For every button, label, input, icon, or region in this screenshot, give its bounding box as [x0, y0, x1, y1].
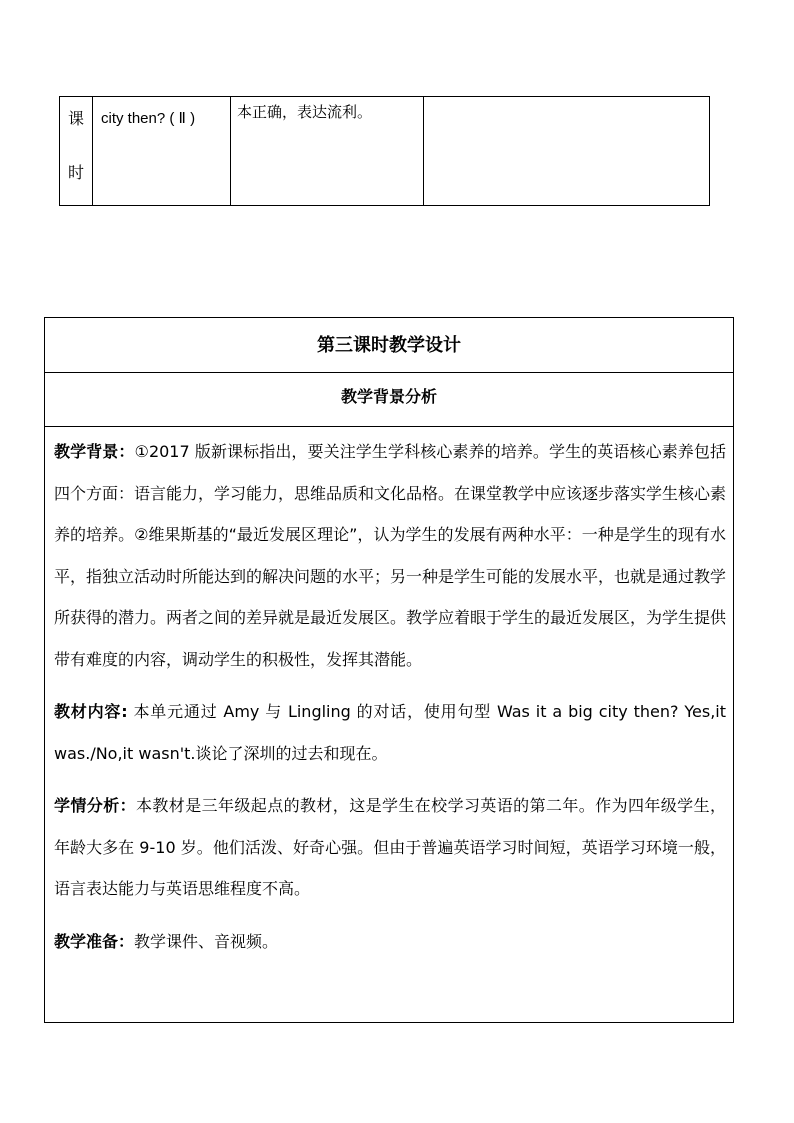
section-text: 教学课件、音视频。 — [134, 931, 279, 951]
lesson-label-char: 时 — [67, 163, 84, 182]
section-label: 教学背景： — [54, 442, 135, 461]
lesson-label-cell — [60, 97, 93, 206]
lesson-label-char: 课 — [67, 109, 84, 128]
design-body — [45, 427, 733, 962]
section-text: 本单元通过 Amy 与 Lingling 的对话，使用句型 Was it a big city then? Yes,it was./No,it wasn't.谈论了深圳的过去和现在。 — [54, 702, 726, 763]
section-label: 学情分析： — [54, 796, 136, 815]
section-material — [54, 691, 726, 774]
section-preparation — [54, 921, 726, 963]
section-students — [54, 785, 726, 910]
design-title: 第三课时教学设计 — [45, 318, 733, 373]
lesson-goal: 本正确，表达流利。 — [237, 103, 373, 121]
section-text: 本教材是三年级起点的教材，这是学生在校学习英语的第二年。作为四年级学生，年龄大多在 9-10 岁。他们活泼、好奇心强。但由于普遍英语学习时间短，英语学习环境一般，语言表达能力与英语思维程度不高。 — [54, 796, 726, 898]
table-row — [60, 97, 710, 206]
section-text: ①2017 版新课标指出，要关注学生学科核心素养的培养。学生的英语核心素养包括四个方面：语言能力，学习能力，思维品质和文化品格。在课堂教学中应该逐步落实学生核心素养的培养。②维果斯基的“最近发展区理论”，认为学生的发展有两种水平：一种是学生的现有水平，指独立活动时所能达到的解决问题的水平；另一种是学生可能的发展水平，也就是通过教学所获得的潜力。两者之间的差异就是最近发展区。教学应着眼于学生的最近发展区，为学生提供带有难度的内容，调动学生的积极性，发挥其潜能。 — [54, 442, 727, 669]
section-label: 教材内容: — [54, 702, 128, 721]
lesson-design-table — [44, 317, 734, 1023]
lesson-plan-table-fragment — [59, 96, 710, 206]
lesson-goal-cell — [231, 97, 424, 206]
design-subtitle: 教学背景分析 — [45, 373, 733, 427]
section-background — [54, 431, 726, 680]
section-label: 教学准备： — [54, 931, 135, 951]
lesson-title-cell — [93, 97, 231, 206]
lesson-notes-cell — [424, 97, 710, 206]
lesson-title: city then? ( Ⅱ ) — [101, 110, 196, 127]
